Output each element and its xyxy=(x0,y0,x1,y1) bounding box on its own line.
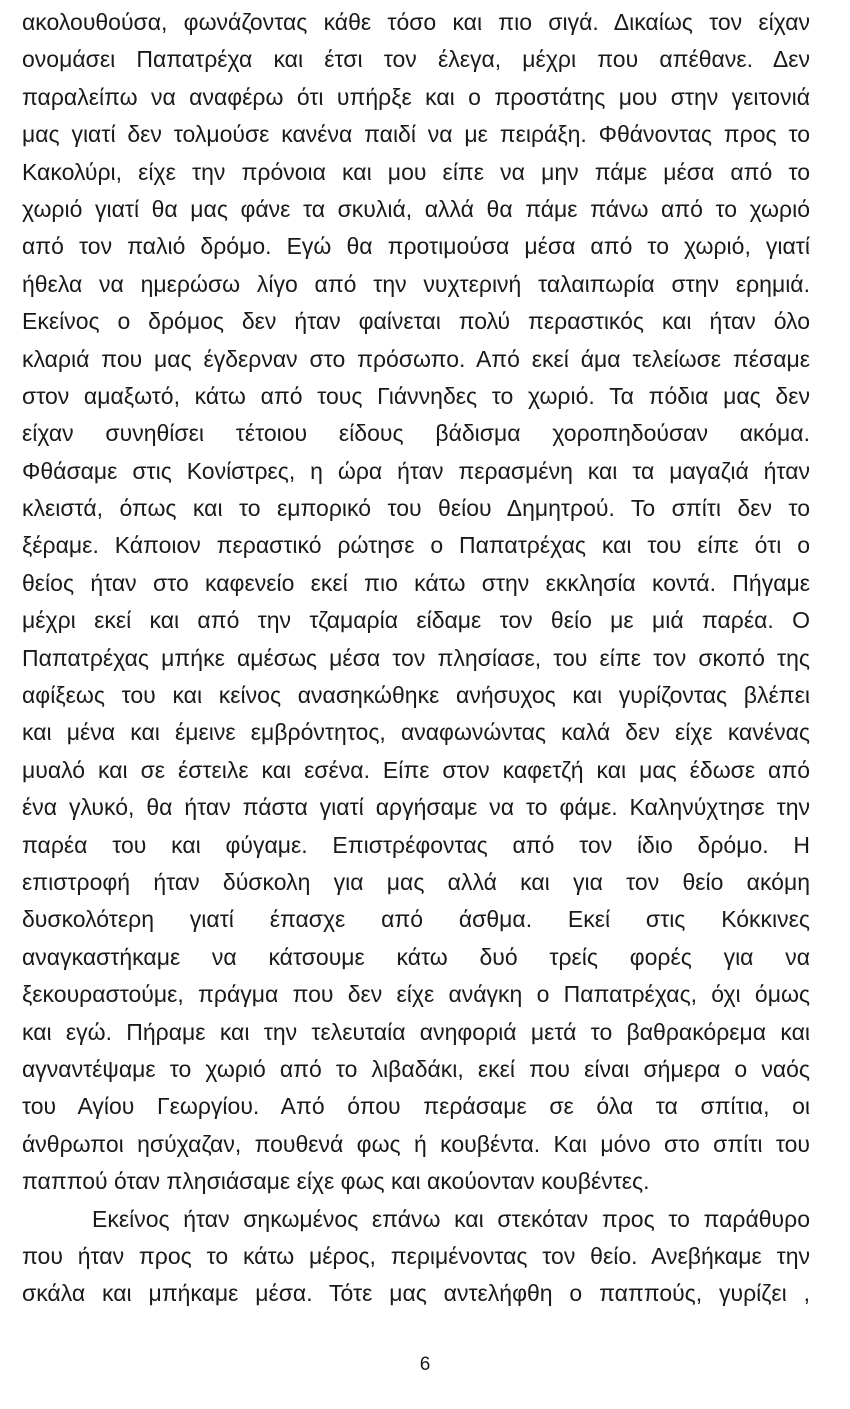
text-line: αναγκαστήκαμε να κάτσουμε κάτω δυό τρείς φορές για να xyxy=(22,943,810,970)
text-line: κλειστά, όπως και το εμπορικό του θείου Δημητρού. Το σπίτι δεν το xyxy=(22,495,810,522)
text-line: από τον παλιό δρόμο. Εγώ θα προτιμούσα μέσα από το χωριό, γιατί xyxy=(22,233,810,260)
text-line: του Αγίου Γεωργίου. Από όπου περάσαμε σε όλα τα σπίτια, οι xyxy=(22,1093,810,1120)
text-line: άνθρωποι ησύχαζαν, πουθενά φως ή κουβέντα. Και μόνο στο σπίτι του xyxy=(22,1130,810,1157)
text-line: ονομάσει Παπατρέχα και έτσι τον έλεγα, μέχρι που απέθανε. Δεν xyxy=(22,46,810,73)
text-line: και μένα και έμεινε εμβρόντητος, αναφωνώντας καλά δεν είχε κανένας xyxy=(22,719,810,746)
text-line: παραλείπω να αναφέρω ότι υπήρξε και ο προστάτης μου στην γειτονιά xyxy=(22,83,810,110)
text-line: θείος ήταν στο καφενείο εκεί πιο κάτω στην εκκλησία κοντά. Πήγαμε xyxy=(22,569,810,596)
text-line: παππού όταν πλησιάσαμε είχε φως και ακούονταν κουβέντες. xyxy=(22,1168,650,1195)
body-text xyxy=(22,4,810,1313)
text-line: ήθελα να ημερώσω λίγο από την νυχτερινή ταλαιπωρία στην ερημιά. xyxy=(22,270,810,297)
text-line: μέχρι εκεί και από την τζαμαρία είδαμε τον θείο με μιά παρέα. Ο xyxy=(22,607,810,634)
text-line: στον αμαξωτό, κάτω από τους Γιάννηδες το χωριό. Τα πόδια μας δεν xyxy=(22,382,810,409)
text-line: επιστροφή ήταν δύσκολη για μας αλλά και για τον θείο ακόμη xyxy=(22,868,810,895)
text-line: κλαριά που μας έγδερναν στο πρόσωπο. Από εκεί άμα τελείωσε πέσαμε xyxy=(22,345,810,372)
page-number: 6 xyxy=(419,1354,431,1375)
text-line: Εκείνος ο δρόμος δεν ήταν φαίνεται πολύ περαστικός και ήταν όλο xyxy=(22,308,810,335)
text-line: ακολουθούσα, φωνάζοντας κάθε τόσο και πιο σιγά. Δικαίως τον είχαν xyxy=(22,9,810,35)
paragraph-2 xyxy=(22,1201,810,1313)
text-line: μυαλό και σε έστειλε και εσένα. Είπε στον καφετζή και μας έδωσε από xyxy=(22,756,810,783)
text-line: μας γιατί δεν τολμούσε κανένα παιδί να με πειράξη. Φθάνοντας προς το xyxy=(22,121,810,148)
text-line: Φθάσαμε στις Κονίστρες, η ώρα ήταν περασμένη και τα μαγαζιά ήταν xyxy=(22,457,810,484)
text-line: Παπατρέχας μπήκε αμέσως μέσα τον πλησίασε, του είπε τον σκοπό της xyxy=(22,644,810,671)
text-line: δυσκολότερη γιατί έπασχε από άσθμα. Εκεί στις Κόκκινες xyxy=(22,906,810,933)
paragraph-1 xyxy=(22,4,810,1201)
text-line: ξέραμε. Κάποιον περαστικό ρώτησε ο Παπατρέχας και του είπε ότι ο xyxy=(22,532,810,559)
text-line: και εγώ. Πήραμε και την τελευταία ανηφοριά μετά το βαθρακόρεμα και xyxy=(22,1018,810,1045)
text-line: είχαν συνηθίσει τέτοιου είδους βάδισμα χοροπηδούσαν ακόμα. xyxy=(22,420,810,447)
text-line: που ήταν προς το κάτω μέρος, περιμένοντας τον θείο. Ανεβήκαμε την xyxy=(22,1242,810,1269)
text-line: αγναντέψαμε το χωριό από το λιβαδάκι, εκεί που είναι σήμερα ο ναός xyxy=(22,1055,810,1082)
text-line: Κακολύρι, είχε την πρόνοια και μου είπε να μην πάμε μέσα από το xyxy=(22,158,810,185)
text-line: χωριό γιατί θα μας φάνε τα σκυλιά, αλλά θα πάμε πάνω από το χωριό xyxy=(22,195,810,222)
text-line: Εκείνος ήταν σηκωμένος επάνω και στεκόταν προς το παράθυρο xyxy=(92,1205,810,1232)
text-line: ένα γλυκό, θα ήταν πάστα γιατί αργήσαμε να το φάμε. Καληνύχτησε την xyxy=(22,794,810,821)
text-line: σκάλα και μπήκαμε μέσα. Τότε μας αντελήφθη ο παππούς, γυρίζει , xyxy=(22,1280,810,1307)
text-line: παρέα του και φύγαμε. Επιστρέφοντας από τον ίδιο δρόμο. Η xyxy=(22,831,810,858)
text-line: ξεκουραστούμε, πράγμα που δεν είχε ανάγκη ο Παπατρέχας, όχι όμως xyxy=(22,981,810,1008)
text-line: αφίξεως του και κείνος ανασηκώθηκε ανήσυχος και γυρίζοντας βλέπει xyxy=(22,682,810,709)
